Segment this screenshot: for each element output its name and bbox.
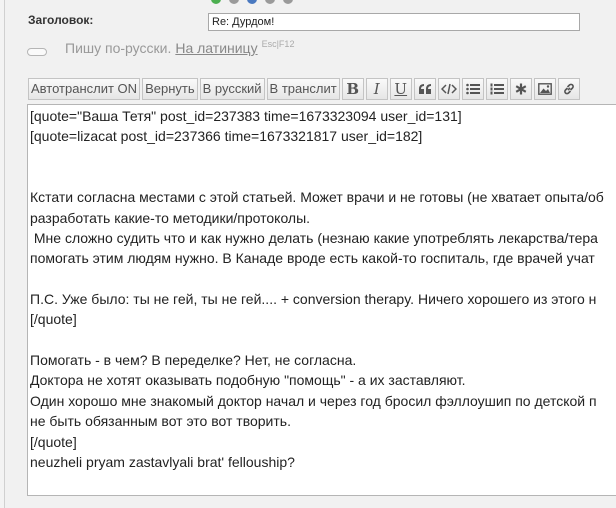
to-russian-button[interactable]: В русский bbox=[200, 78, 265, 100]
numbered-list-icon bbox=[490, 83, 504, 95]
bold-icon: B bbox=[346, 80, 360, 98]
revert-button[interactable]: Вернуть bbox=[142, 78, 198, 100]
underline-button[interactable] bbox=[390, 78, 412, 100]
editor-line: Доктора не хотят оказывать подобную "помощь" - а их заставляют. bbox=[30, 372, 466, 389]
editor-line: [/quote] bbox=[30, 433, 77, 450]
shortcut-hint: Esc|F12 bbox=[261, 39, 295, 49]
italic-icon: I bbox=[373, 80, 380, 98]
smiley-strip bbox=[211, 0, 293, 4]
editor-line: [quote="Ваша Тетя" post_id=237383 time=1673323094 user_id=131] bbox=[30, 108, 462, 124]
editor-line: Помогать - в чем? В переделке? Нет, не согласна. bbox=[30, 352, 357, 369]
list-item-button[interactable] bbox=[510, 78, 532, 100]
smiley-icon[interactable] bbox=[211, 0, 221, 4]
language-text: Пишу по-русски. bbox=[65, 40, 172, 56]
editor-line: помогать этим людям нужно. В Канаде вроде есть какой-то госпиталь, где врачей учат bbox=[30, 250, 595, 267]
asterisk-icon bbox=[515, 83, 527, 95]
image-button[interactable] bbox=[534, 78, 556, 100]
editor-line bbox=[30, 269, 616, 289]
editor-line: Один хорошо мне знакомый доктор начал и через год бросил фэллоушип по детской п bbox=[30, 392, 597, 409]
to-translit-button[interactable]: В транслит bbox=[267, 78, 340, 100]
editor-line: [/quote] bbox=[30, 311, 77, 328]
language-toggle[interactable] bbox=[27, 48, 47, 56]
smiley-icon[interactable] bbox=[229, 0, 239, 4]
list-button[interactable] bbox=[462, 78, 484, 100]
link-icon bbox=[562, 82, 576, 96]
editor-line: Кстати согласна местами с этой статьей. Может врачи и не готовы (не хватает опыта/об bbox=[30, 189, 604, 206]
underline-icon: U bbox=[394, 80, 408, 98]
image-icon bbox=[538, 83, 552, 95]
editor-line bbox=[30, 147, 616, 167]
editor-line: П.С. Уже было: ты не гей, ты не гей.... + conversion therapy. Ничего хорошего из этого н bbox=[30, 291, 597, 308]
bold-button[interactable] bbox=[342, 78, 364, 100]
italic-button[interactable] bbox=[366, 78, 388, 100]
editor-line: не быть обязанным вот это вот творить. bbox=[30, 413, 291, 430]
title-input[interactable]: Re: Дурдом! bbox=[208, 13, 580, 31]
translit-on-button[interactable]: Автотранслит ON bbox=[28, 78, 140, 100]
smiley-icon[interactable] bbox=[265, 0, 275, 4]
link-button[interactable] bbox=[558, 78, 580, 100]
editor-line: Мне сложно судить что и как нужно делать (незнаю какие употреблять лекарства/тера bbox=[30, 230, 598, 247]
smiley-icon[interactable] bbox=[247, 0, 257, 4]
title-label: Заголовок: bbox=[28, 13, 94, 27]
language-status bbox=[65, 40, 294, 56]
quote-button[interactable] bbox=[414, 78, 436, 100]
editor-line: neuzheli pryam zastavlyali brat' fellouship? bbox=[30, 453, 295, 470]
editor-toolbar bbox=[28, 78, 580, 100]
list-icon bbox=[466, 83, 480, 95]
message-text bbox=[30, 106, 616, 472]
quote-icon bbox=[418, 83, 432, 95]
code-button[interactable] bbox=[438, 78, 460, 100]
code-icon bbox=[441, 83, 457, 95]
editor-line: разработать какие-то методики/протоколы. bbox=[30, 209, 311, 226]
editor-line bbox=[30, 167, 616, 187]
editor-line: [quote=lizacat post_id=237366 time=1673321817 user_id=182] bbox=[30, 128, 423, 145]
latin-link[interactable]: На латиницу bbox=[175, 40, 258, 56]
message-textarea[interactable] bbox=[27, 104, 616, 496]
editor-line bbox=[30, 330, 616, 350]
numbered-list-button[interactable] bbox=[486, 78, 508, 100]
smiley-icon[interactable] bbox=[283, 0, 293, 4]
